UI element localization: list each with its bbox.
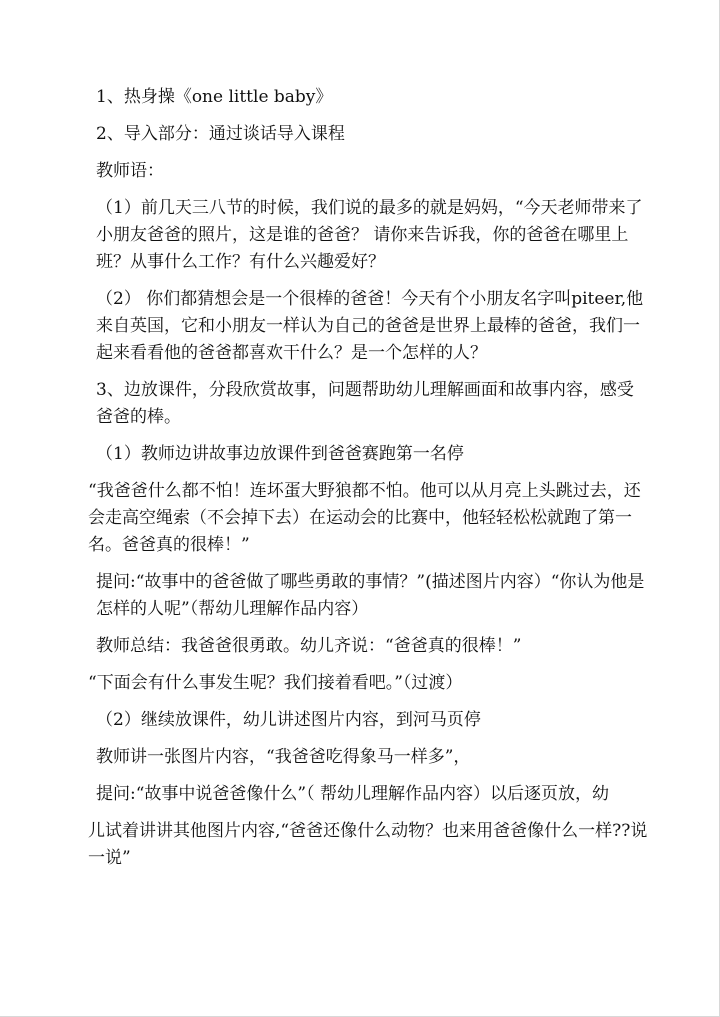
paragraph-transition: “下面会有什么事发生呢？我们接着看吧。”（过渡） [88, 673, 463, 693]
paragraph-courseware-step: 3、边放课件，分段欣赏故事，问题帮助幼儿理解画面和故事内容，感受爸爸的棒。 [96, 380, 634, 427]
paragraph-story-part-2: （2）继续放课件，幼儿讲述图片内容，到河马页停 [96, 710, 481, 730]
paragraph-story-quote: “我爸爸什么都不怕！连坏蛋大野狼都不怕。他可以从月亮上头跳过去，还会走高空绳索（不会掉下去）在运动会的比赛中，他轻轻松松就跑了第一名。爸爸真的很棒！” [88, 481, 641, 555]
paragraph-teacher-explains: 教师讲一张图片内容，“我爸爸吃得象马一样多”， [96, 747, 471, 767]
paragraph-teacher-speech-1: （1）前几天三八节的时候，我们说的最多的就是妈妈，“今天老师带来了小朋友爸爸的照片，这是谁的爸爸？ 请你来告诉我，你的爸爸在哪里上班？从事什么工作？有什么兴趣爱好？ [96, 198, 643, 272]
paragraph-teacher-speech-2: （2） 你们都猜想会是一个很棒的爸爸！今天有个小朋友名字叫piteer,他来自英国，它和小朋友一样认为自己的爸爸是世界上最棒的爸爸，我们一起来看看他的爸爸都喜欢干什么？是一个怎样的人？ [96, 289, 644, 363]
paragraph-teacher-speech-label: 教师语： [96, 161, 164, 181]
paragraph-children-retell: 儿试着讲讲其他图片内容,“爸爸还像什么动物？也来用爸爸像什么一样??说一说” [88, 821, 648, 868]
document-body [88, 84, 648, 882]
paragraph-introduction: 2、导入部分：通过谈话导入课程 [96, 124, 345, 144]
paragraph-warmup: 1、热身操《one little baby》 [96, 87, 333, 107]
paragraph-question-1: 提问:“故事中的爸爸做了哪些勇敢的事情？”(描述图片内容）“你认为他是怎样的人呢”（帮幼儿理解作品内容） [96, 572, 645, 619]
paragraph-story-part-1: （1）教师边讲故事边放课件到爸爸赛跑第一名停 [96, 444, 464, 464]
paragraph-teacher-summary: 教师总结：我爸爸很勇敢。幼儿齐说：“爸爸真的很棒！” [96, 636, 522, 656]
paragraph-question-2: 提问:“故事中说爸爸像什么”（ 帮幼儿理解作品内容）以后逐页放，幼 [96, 784, 610, 804]
